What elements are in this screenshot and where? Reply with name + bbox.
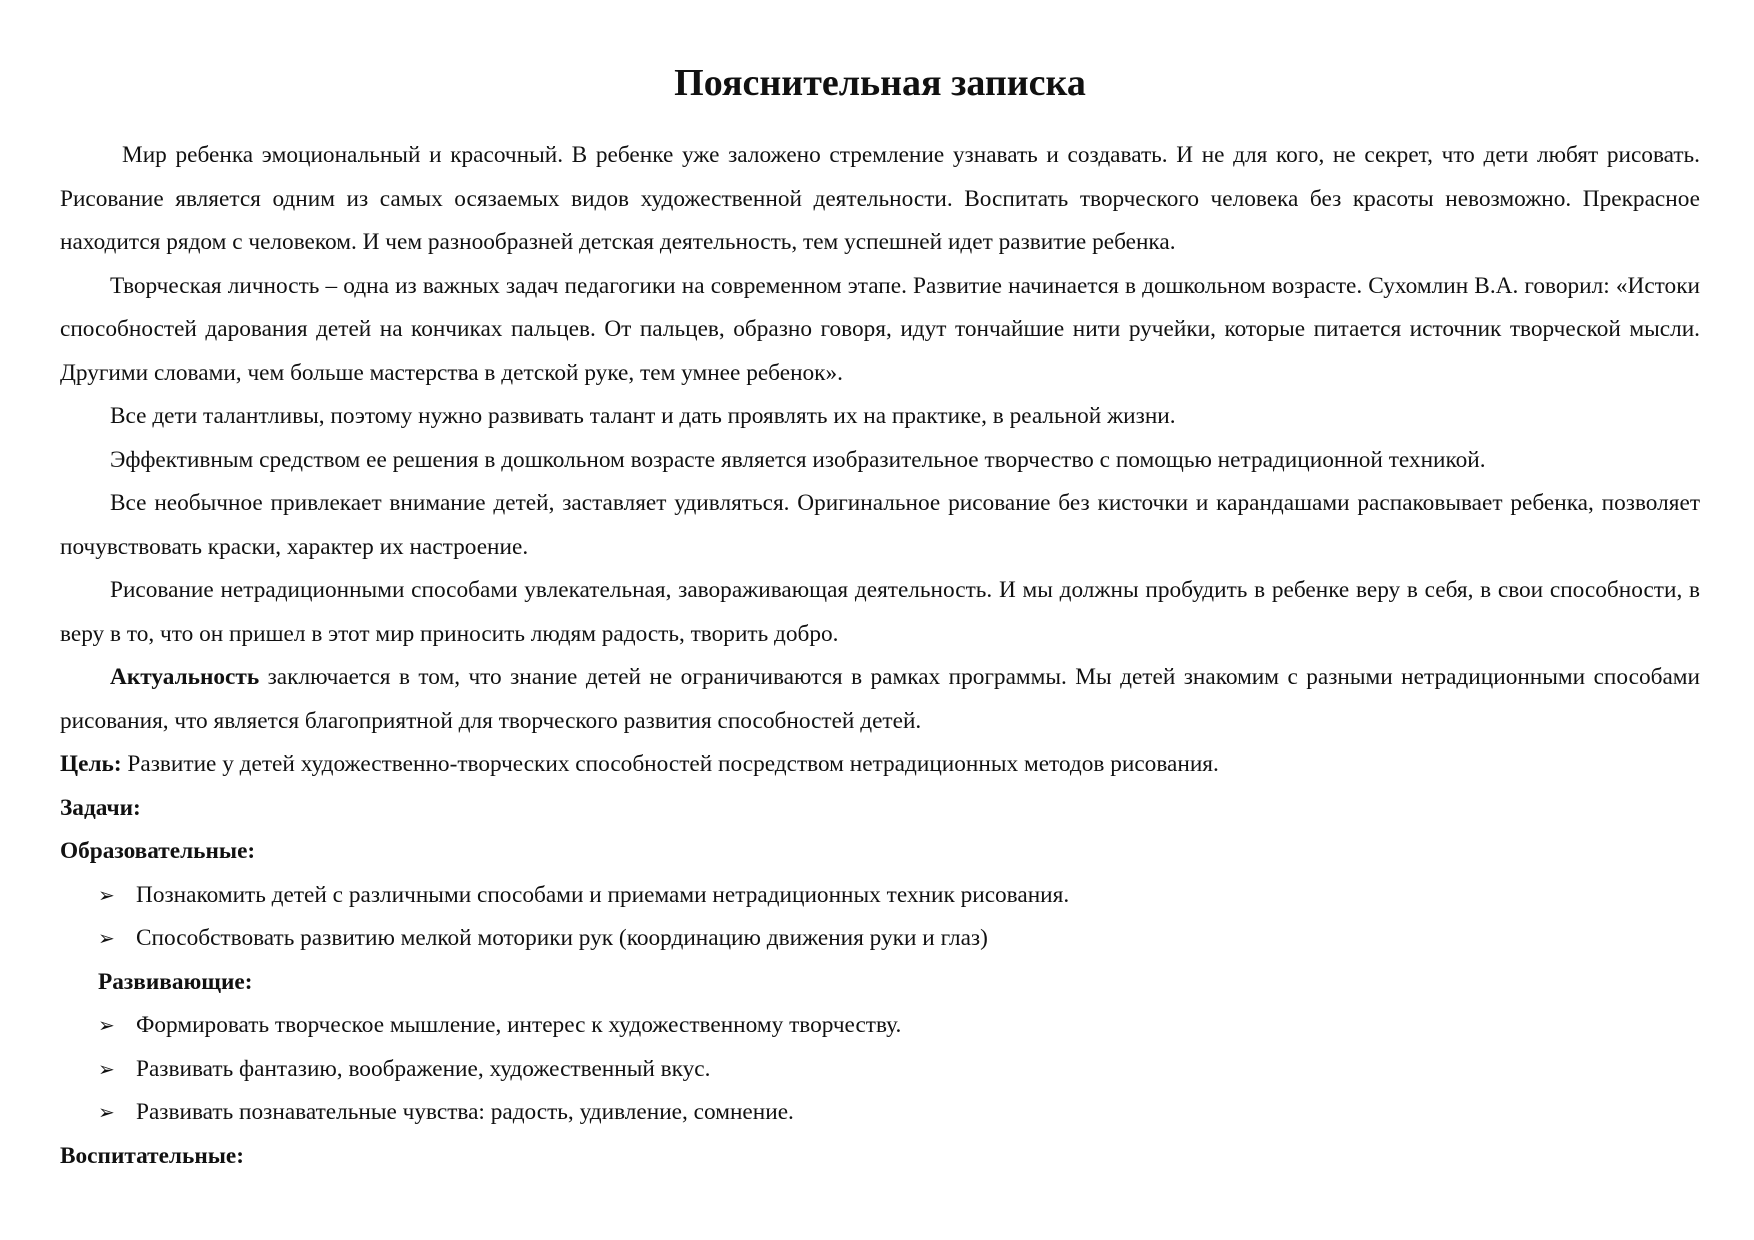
- tasks-heading: Задачи:: [60, 794, 141, 821]
- relevance-label: Актуальность: [110, 664, 260, 690]
- list-item-text: Познакомить детей с различными способами и приемами нетрадиционных техник рисования.: [136, 881, 1070, 908]
- list-item: [60, 1091, 1700, 1135]
- list-item: [60, 917, 1700, 961]
- arrowhead-bullet-icon: ➢: [98, 1056, 115, 1081]
- list-item-text: Развивать познавательные чувства: радость, удивление, сомнение.: [136, 1099, 794, 1125]
- arrowhead-bullet-icon: ➢: [98, 926, 115, 950]
- list-item: [60, 1004, 1700, 1048]
- paragraph-effective-means: Эффективным средством ее решения в дошкольном возрасте является изобразительное творчество с помощью нетрадиционной техникой.: [110, 446, 1486, 473]
- arrowhead-bullet-icon: ➢: [98, 1013, 115, 1037]
- list-item-text: Развивать фантазию, воображение, художественный вкус.: [136, 1055, 711, 1082]
- paragraph-intro: Мир ребенка эмоциональный и красочный. В ребенке уже заложено стремление узнавать и создавать. И не для кого, не секрет, что дети любят рисовать. Рисование является одним из самых осязаемых видов художественной деятельности. Воспитать творческого человека без красоты невозможно. Прекрасное находится рядом с человеком. И чем разнообразней детская деятельность, тем успешней идет развитие ребенка.: [60, 142, 1700, 255]
- list-item: [60, 874, 1700, 918]
- list-item-text: Способствовать развитию мелкой моторики рук (координацию движения руки и глаз): [136, 925, 988, 951]
- paragraph-goal: [60, 743, 1700, 787]
- list-item: [60, 1048, 1700, 1092]
- paragraph-unusual: Все необычное привлекает внимание детей, заставляет удивляться. Оригинальное рисование без кисточки и карандашами распаковывает ребенка, позволяет почувствовать краски, характер их настроение.: [60, 490, 1700, 560]
- paragraph-relevance: [60, 656, 1700, 743]
- paragraph-creative-personality: Творческая личность – одна из важных задач педагогики на современном этапе. Развитие начинается в дошкольном возрасте. Сухомлин В.А. говорил: «Истоки способностей дарования детей на кончиках пальцев. От пальцев, образно говоря, идут тончайшие нити ручейки, которые питается источник творческой мысли. Другими словами, чем больше мастерства в детской руке, тем умнее ребенок».: [60, 272, 1700, 386]
- arrowhead-bullet-icon: ➢: [98, 1100, 115, 1124]
- paragraph-talent: Все дети талантливы, поэтому нужно развивать талант и дать проявлять их на практике, в реальной жизни.: [110, 403, 1176, 429]
- page-title: Пояснительная записка: [674, 62, 1086, 104]
- goal-label: Цель:: [60, 751, 122, 777]
- educational-heading: Образовательные:: [60, 838, 256, 864]
- arrowhead-bullet-icon: ➢: [98, 882, 115, 907]
- paragraph-nontraditional: Рисование нетрадиционными способами увлекательная, завораживающая деятельность. И мы должны пробудить в ребенке веру в себя, в свои способности, в веру в то, что он пришел в этот мир приносить людям радость, творить добро.: [60, 577, 1700, 647]
- list-item-text: Формировать творческое мышление, интерес к художественному творчеству.: [136, 1012, 902, 1038]
- document-body: [60, 134, 1700, 1178]
- developmental-heading: Развивающие:: [98, 968, 253, 995]
- upbringing-heading: Воспитательные:: [60, 1142, 245, 1169]
- goal-text: Развитие у детей художественно-творческих способностей посредством нетрадиционных методов рисования.: [121, 751, 1219, 777]
- relevance-text: заключается в том, что знание детей не ограничиваются в рамках программы. Мы детей знакомим с разными нетрадиционными способами рисования, что является благоприятной для творческого развития способностей детей.: [60, 664, 1700, 734]
